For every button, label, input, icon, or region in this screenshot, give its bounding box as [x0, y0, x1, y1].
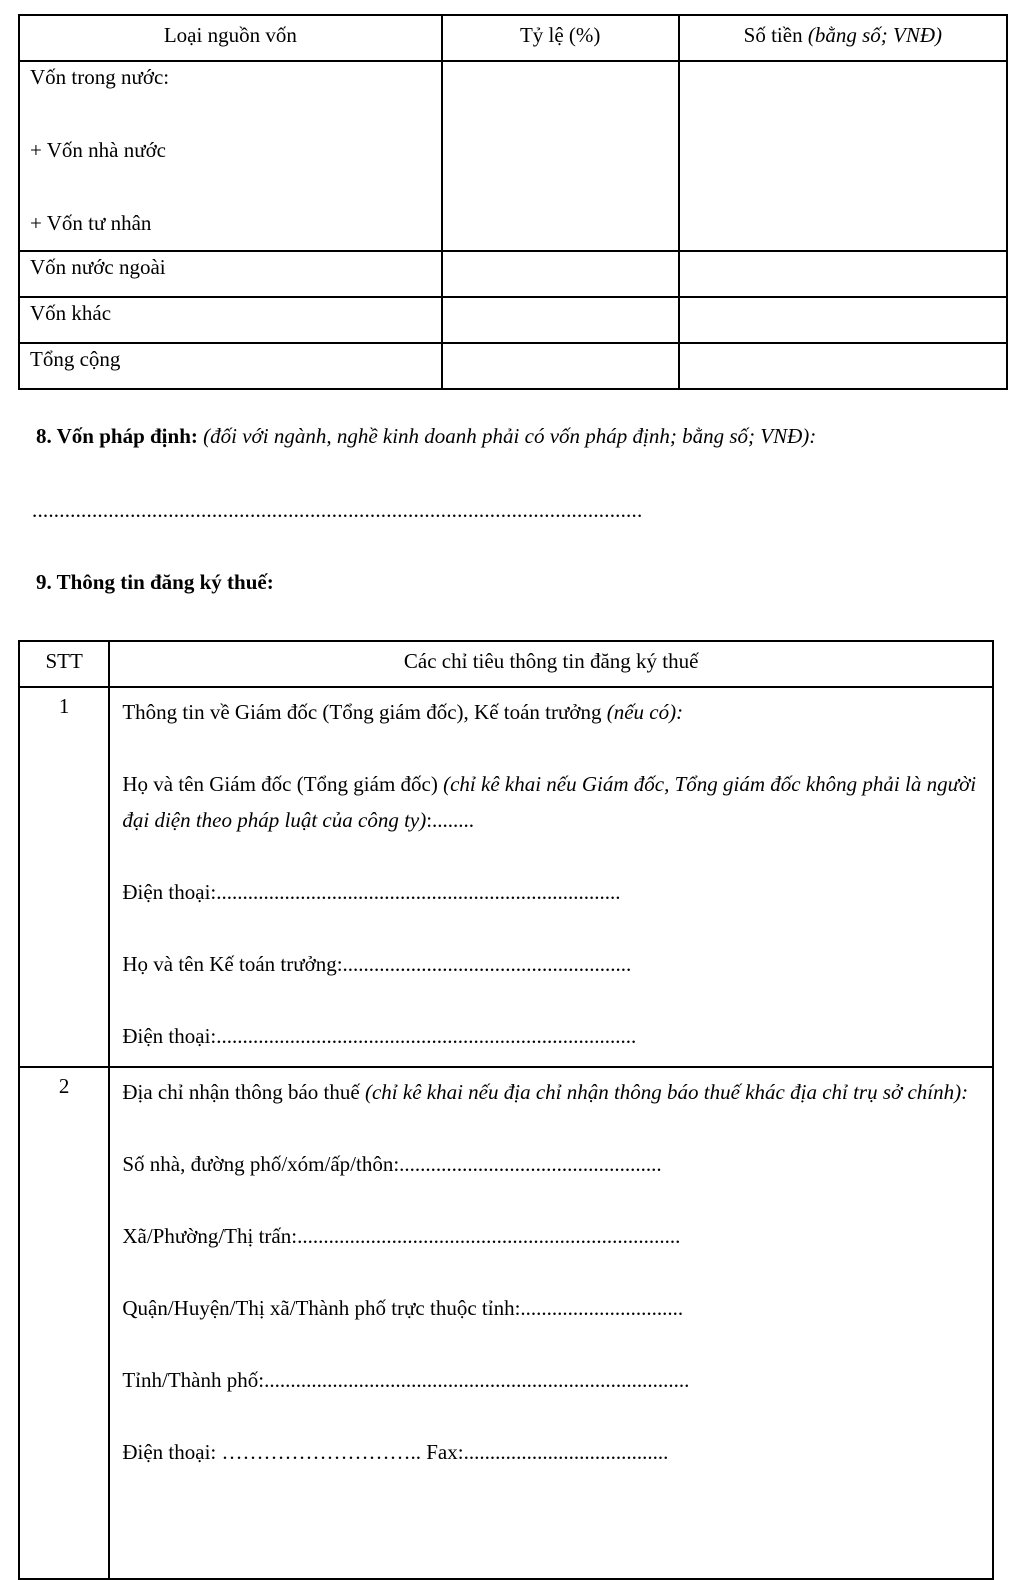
- section8-title: 8. Vốn pháp định:: [36, 424, 198, 448]
- domestic-capital-label: Vốn trong nước:: [30, 65, 170, 89]
- row1-heading-text: Thông tin về Giám đốc (Tổng giám đốc), Kế toán trưởng: [122, 700, 602, 724]
- row1-heading: [122, 694, 992, 730]
- cell-foreign-ratio[interactable]: [442, 251, 679, 297]
- section9-title: 9. Thông tin đăng ký thuế:: [36, 570, 274, 594]
- row2-heading: [122, 1074, 992, 1110]
- director-name-label: Họ và tên Giám đốc (Tổng giám đốc): [122, 772, 438, 796]
- state-capital-label: + Vốn nhà nước: [30, 138, 167, 162]
- row2-heading-text: Địa chỉ nhận thông báo thuế: [122, 1080, 360, 1104]
- street-field[interactable]: Số nhà, đường phố/xóm/ấp/thôn:..................................................: [122, 1152, 662, 1176]
- accountant-phone-field[interactable]: Điện thoại:................................................................................: [122, 1024, 637, 1048]
- row2-content: [109, 1067, 993, 1579]
- row1-content: [109, 687, 993, 1067]
- tax-table-header-row: [19, 641, 993, 687]
- other-capital-label: Vốn khác: [19, 297, 442, 343]
- tax-registration-table: [18, 640, 994, 1580]
- header-amount: [679, 15, 1007, 61]
- cell-foreign-amount[interactable]: [679, 251, 1007, 297]
- header-tax-criteria: Các chỉ tiêu thông tin đăng ký thuế: [109, 641, 993, 687]
- table-row-total: [19, 343, 1007, 389]
- phone-fax-field[interactable]: Điện thoại: ……………………….. Fax:.......................................: [122, 1440, 669, 1464]
- header-stt: STT: [19, 641, 109, 687]
- row2-stt: 2: [19, 1067, 109, 1579]
- header-ratio: Tỷ lệ (%): [442, 15, 679, 61]
- capital-source-table: [18, 14, 1008, 390]
- director-name-note: (chỉ kê khai nếu Giám đốc, Tổng giám đốc không phải là người đại diện theo pháp luật của công ty): [122, 772, 977, 832]
- cell-other-amount[interactable]: [679, 297, 1007, 343]
- header-amount-note: (bằng số; VNĐ): [807, 23, 942, 47]
- total-label: Tổng cộng: [19, 343, 442, 389]
- director-name-dots: :........: [426, 808, 475, 832]
- foreign-capital-label: Vốn nước ngoài: [19, 251, 442, 297]
- header-capital-type: Loại nguồn vốn: [19, 15, 442, 61]
- cell-total-amount[interactable]: [679, 343, 1007, 389]
- cell-domestic-label: [19, 61, 442, 251]
- district-field[interactable]: Quận/Huyện/Thị xã/Thành phố trực thuộc tỉnh:...............................: [122, 1296, 684, 1320]
- section8-note: (đối với ngành, nghề kinh doanh phải có vốn pháp định; bằng số; VNĐ):: [203, 424, 817, 448]
- header-amount-label: Số tiền: [743, 23, 803, 47]
- row2-heading-note: (chỉ kê khai nếu địa chỉ nhận thông báo thuế khác địa chỉ trụ sở chính):: [364, 1080, 969, 1104]
- row1-heading-note: (nếu có):: [606, 700, 684, 724]
- table-row-foreign: [19, 251, 1007, 297]
- table-row-domestic: [19, 61, 1007, 251]
- table-row: [19, 687, 993, 1067]
- cell-other-ratio[interactable]: [442, 297, 679, 343]
- director-phone-field[interactable]: Điện thoại:.............................................................................: [122, 880, 621, 904]
- cell-domestic-amount[interactable]: [679, 61, 1007, 251]
- capital-table-header-row: [19, 15, 1007, 61]
- row1-stt: 1: [19, 687, 109, 1067]
- section-legal-capital: [36, 424, 1026, 449]
- accountant-name-field[interactable]: Họ và tên Kế toán trưởng:.......................................................: [122, 952, 632, 976]
- cell-domestic-ratio[interactable]: [442, 61, 679, 251]
- province-field[interactable]: Tỉnh/Thành phố:.................................................................................: [122, 1368, 690, 1392]
- director-name-field[interactable]: [122, 766, 992, 838]
- ward-field[interactable]: Xã/Phường/Thị trấn:.........................................................................: [122, 1224, 681, 1248]
- table-row: [19, 1067, 993, 1579]
- table-row-other: [19, 297, 1007, 343]
- legal-capital-fill-line[interactable]: ................................................................................................................: [32, 498, 643, 522]
- cell-total-ratio[interactable]: [442, 343, 679, 389]
- private-capital-label: + Vốn tư nhân: [30, 211, 152, 235]
